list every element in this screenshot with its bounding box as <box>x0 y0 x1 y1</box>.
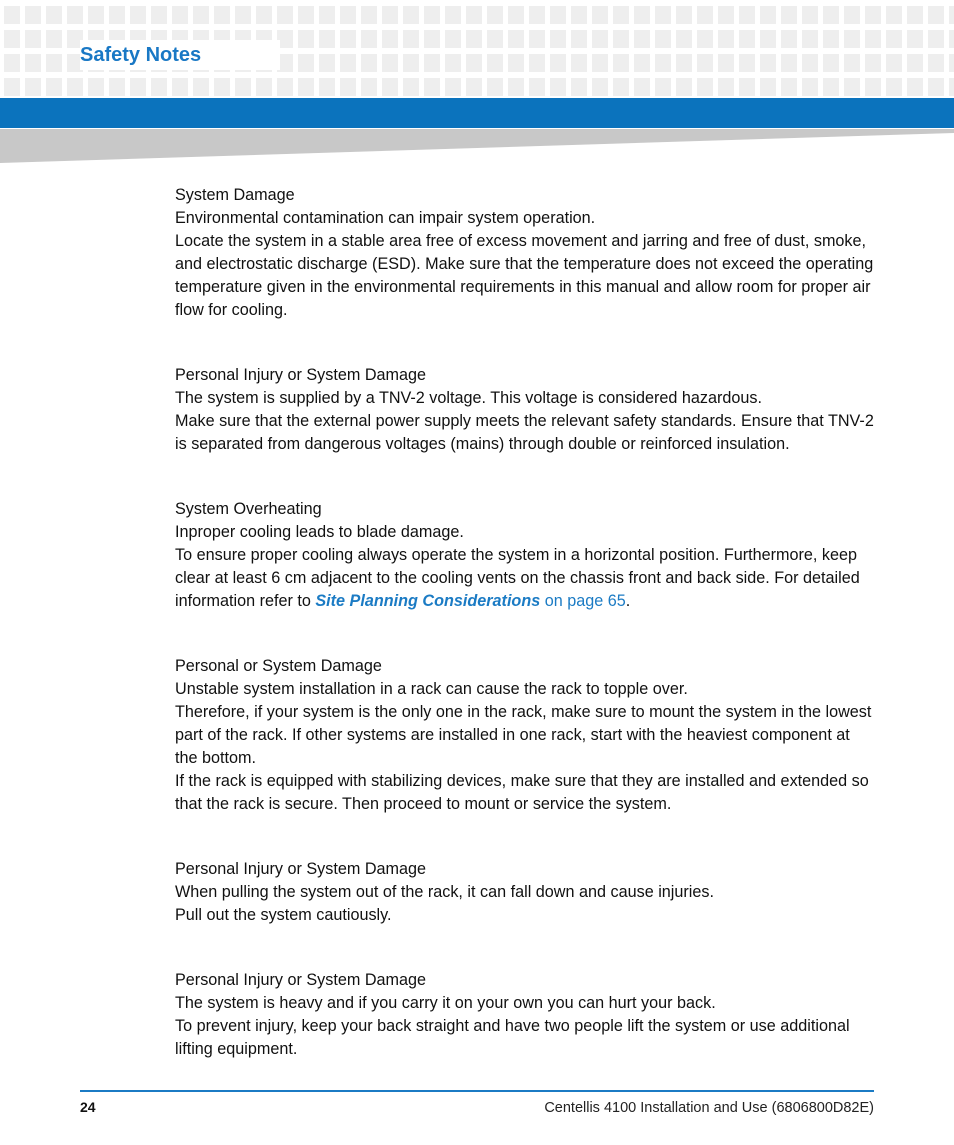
document-title: Centellis 4100 Installation and Use (6806800D82E) <box>544 1100 874 1116</box>
notice-tnv2-voltage <box>175 364 875 456</box>
notice-paragraph: Therefore, if your system is the only one in the rack, make sure to mount the system in the lowest part of the rack. If other systems are installed in one rack, start with the heaviest component at the bottom. <box>175 703 872 767</box>
notice-paragraph: If the rack is equipped with stabilizing devices, make sure that they are installed and extended so that the rack is secure. Then proceed to mount or service the system. <box>175 772 869 813</box>
notice-heading: Personal Injury or System Damage <box>175 860 427 878</box>
notice-paragraph: The system is heavy and if you carry it on your own you can hurt your back. <box>175 994 716 1012</box>
page-number: 24 <box>80 1099 96 1115</box>
notice-system-damage <box>175 184 875 322</box>
notice-heading: Personal or System Damage <box>175 657 382 675</box>
header-blue-bar <box>0 98 954 128</box>
header-grey-wedge <box>0 129 954 163</box>
notice-paragraph-with-link <box>175 544 875 613</box>
notice-paragraph: Environmental contamination can impair system operation. <box>175 209 596 227</box>
site-planning-link[interactable] <box>315 592 625 610</box>
page-section-title: Safety Notes <box>80 40 280 70</box>
notice-pulling-system <box>175 858 875 927</box>
notice-paragraph: To prevent injury, keep your back straight and have two people lift the system or use additional lifting equipment. <box>175 1017 850 1058</box>
notice-system-overheating <box>175 498 875 613</box>
notice-heavy-system <box>175 969 875 1061</box>
footer-rule <box>80 1090 874 1092</box>
notice-text: To ensure proper cooling always operate the system in a horizontal position. Furthermore, keep clear at least 6 cm adjacent to the cooling vents on the chassis front and back side. For detailed information refer to <box>175 546 860 610</box>
notice-paragraph: Locate the system in a stable area free of excess movement and jarring and free of dust, smoke, and electrostatic discharge (ESD). Make sure that the temperature does not exceed the operating temperature given in the environmental requirements in this manual and allow room for proper air flow for cooling. <box>175 232 874 319</box>
notice-heading: System Damage <box>175 186 295 204</box>
notice-rack-topple <box>175 655 875 816</box>
notice-paragraph: The system is supplied by a TNV-2 voltage. This voltage is considered hazardous. <box>175 389 762 407</box>
notice-paragraph: Inproper cooling leads to blade damage. <box>175 523 464 541</box>
notice-heading: System Overheating <box>175 500 322 518</box>
notice-heading: Personal Injury or System Damage <box>175 971 427 989</box>
safety-notes-content <box>175 184 875 1103</box>
notice-paragraph: Pull out the system cautiously. <box>175 906 392 924</box>
notice-paragraph: Unstable system installation in a rack can cause the rack to topple over. <box>175 680 688 698</box>
notice-paragraph: When pulling the system out of the rack, it can fall down and cause injuries. <box>175 883 714 901</box>
notice-text-end: . <box>625 592 631 610</box>
link-page-ref: on page 65 <box>540 592 626 610</box>
notice-heading: Personal Injury or System Damage <box>175 366 427 384</box>
link-title: Site Planning Considerations <box>315 592 541 610</box>
notice-paragraph: Make sure that the external power supply meets the relevant safety standards. Ensure that TNV-2 is separated from dangerous voltages (mains) through double or reinforced insulation. <box>175 412 874 453</box>
